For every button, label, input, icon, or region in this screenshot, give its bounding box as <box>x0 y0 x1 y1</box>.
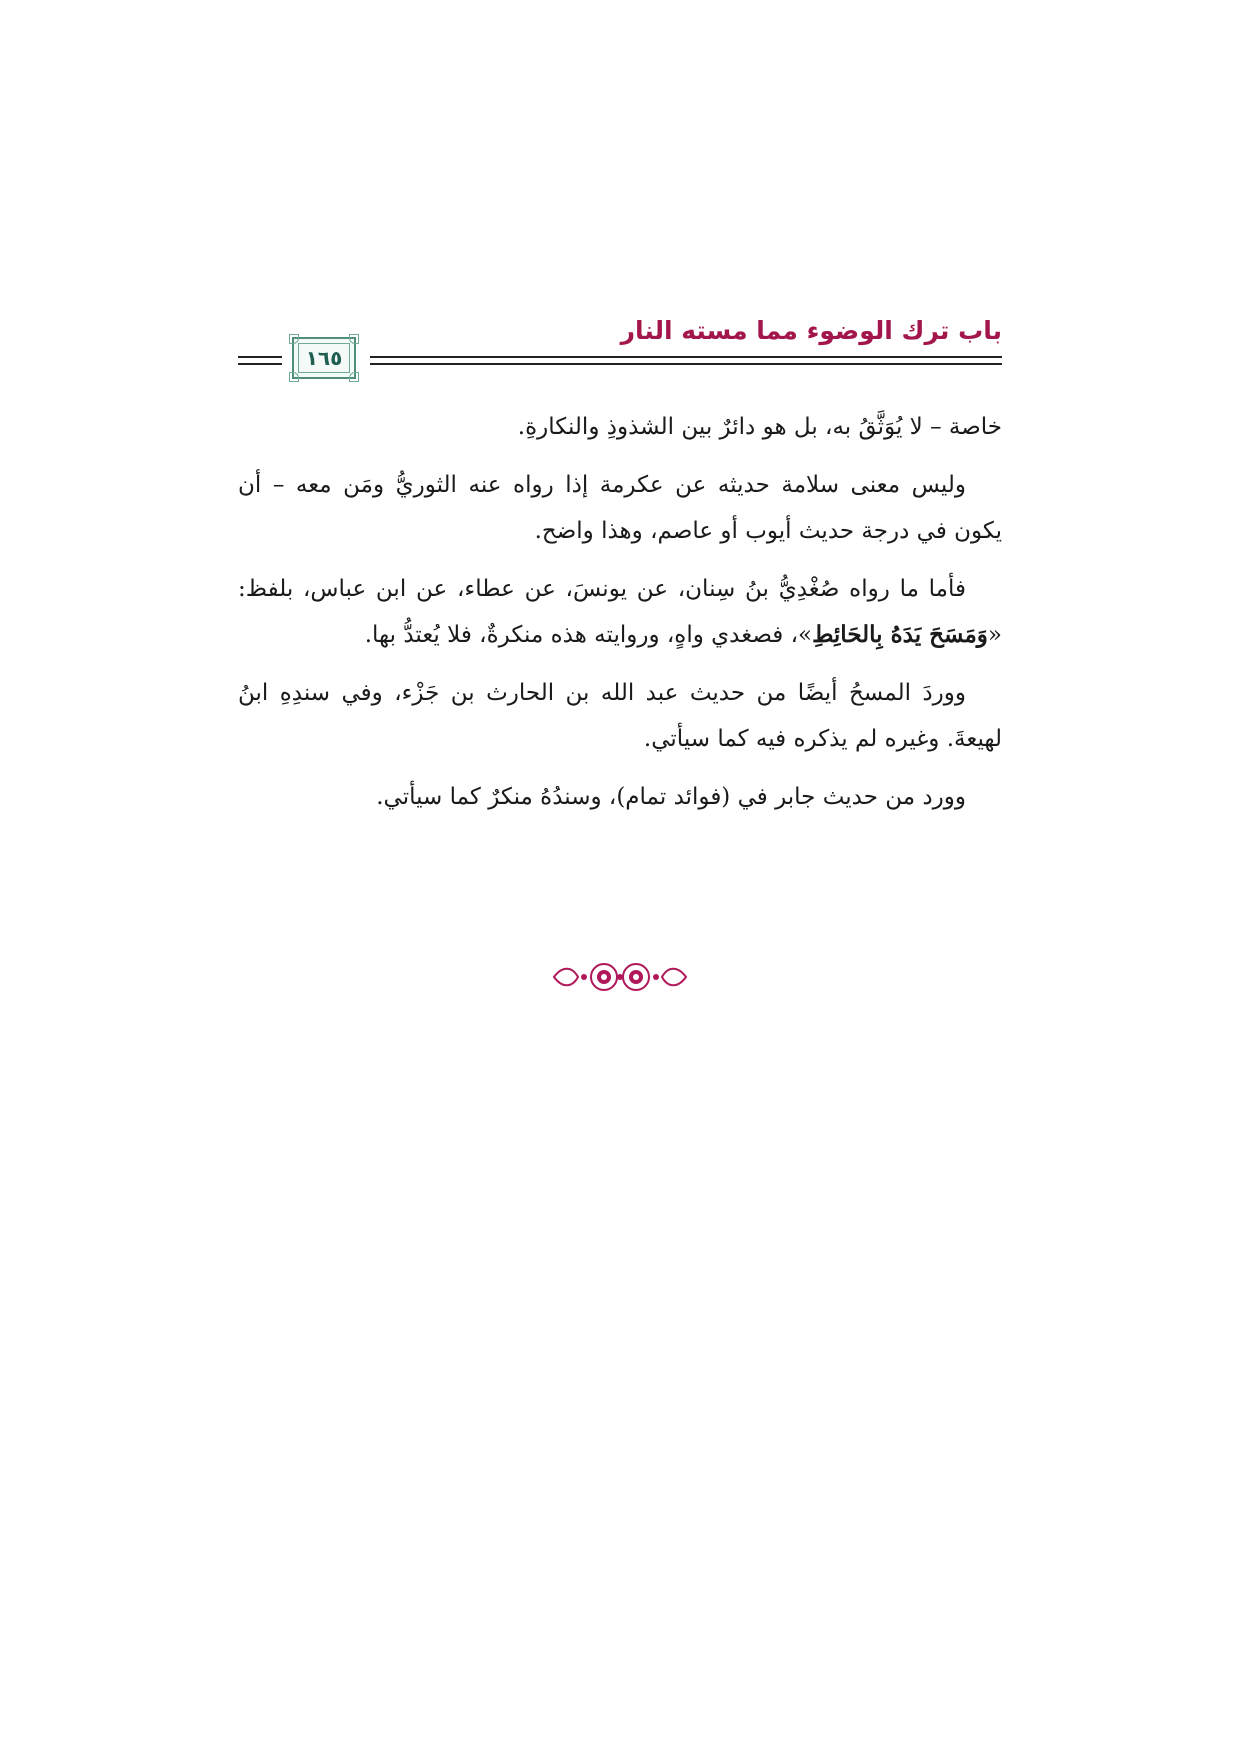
header-rule-left-bottom <box>238 363 282 365</box>
page-number-frame <box>292 337 356 379</box>
header-rule-right-top <box>370 356 1002 358</box>
frame-corner-ornament <box>349 372 359 382</box>
header-rule-right-bottom <box>370 363 1002 365</box>
paragraph-3-tail: »، فصغدي واهٍ، وروايته هذه منكرةٌ، فلا يُعتدُّ بها. <box>364 622 813 648</box>
frame-corner-ornament <box>289 372 299 382</box>
chapter-title: باب ترك الوضوء مما مسته النار <box>620 316 1002 345</box>
paragraph-5: وورد من حديث جابر في (فوائد تمام)، وسندُهُ منكرٌ كما سيأتي. <box>376 784 966 810</box>
paragraph-3 <box>238 566 1002 658</box>
body-text <box>238 404 1002 820</box>
page-number: ١٦٥ <box>305 346 343 370</box>
header-rule-left-top <box>238 356 282 358</box>
section-end-ornament-icon <box>548 960 692 994</box>
paragraph-2: وليس معنى سلامة حديثه عن عكرمة إذا رواه عنه الثوريُّ ومَن معه – أن يكون في درجة حديث أيوب أو عاصم، وهذا واضح. <box>238 472 1002 544</box>
paragraph-4: ووردَ المسحُ أيضًا من حديث عبد الله بن الحارث بن جَزْء، وفي سندِهِ ابنُ لهيعةَ. وغيره لم يذكره فيه كما سيأتي. <box>238 680 1002 752</box>
frame-corner-ornament <box>349 334 359 344</box>
paragraph-1: خاصة – لا يُوَثَّقُ به، بل هو دائرٌ بين الشذوذِ والنكارةِ. <box>517 414 1002 440</box>
paragraph-3-lead: فأما ما رواه صُغْدِيُّ بنُ سِنان، عن يونسَ، عن عطاء، عن ابن عباس، بلفظ: « <box>238 576 1002 648</box>
hadith-quote: وَمَسَحَ يَدَهُ بِالحَائِطِ <box>812 621 988 648</box>
